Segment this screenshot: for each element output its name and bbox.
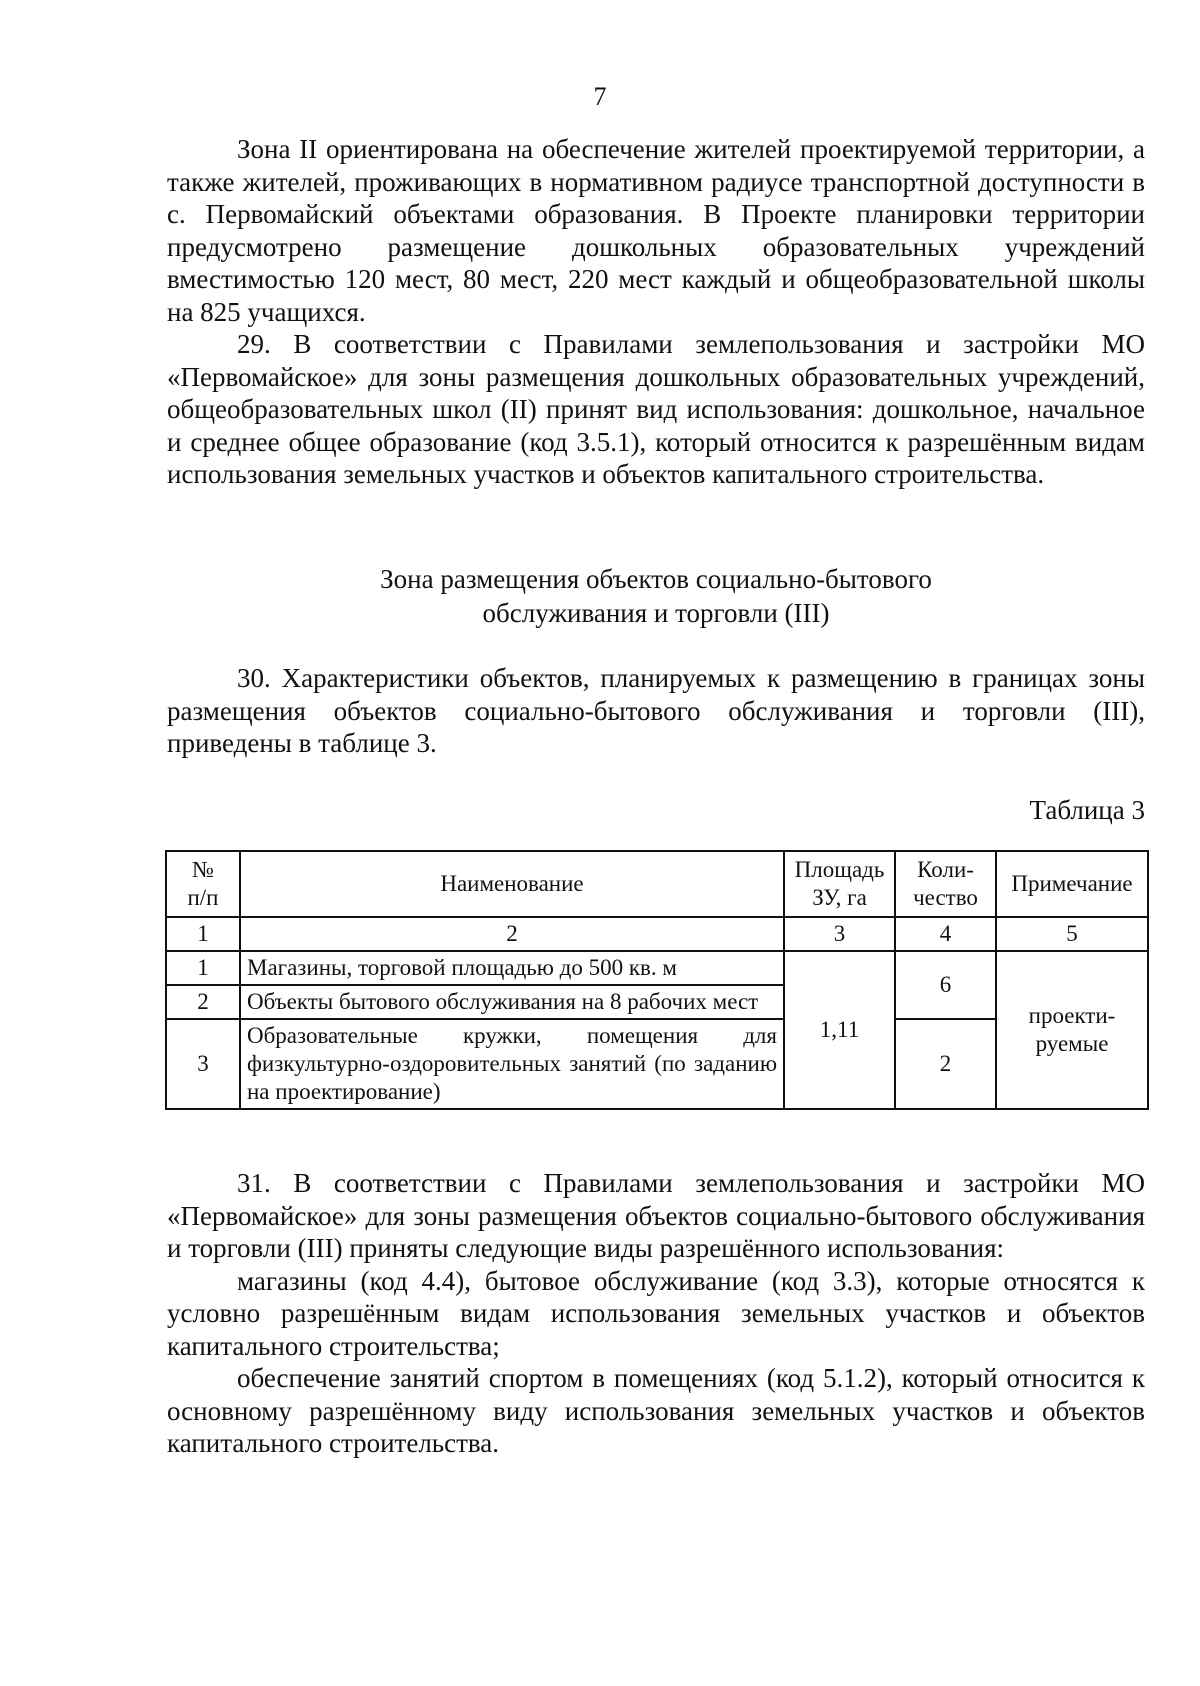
- quantity-rows-1-2: 6: [895, 951, 996, 1019]
- header-cell-note: Примечание: [996, 851, 1148, 917]
- row-3-number: 3: [166, 1019, 240, 1109]
- table-3-container: [165, 850, 1147, 1110]
- column-number-1: 1: [166, 917, 240, 951]
- row-2-name: Объекты бытового обслуживания на 8 рабочих мест: [240, 985, 784, 1019]
- table-row: [166, 951, 1148, 985]
- paragraph-31-shops: магазины (код 4.4), бытовое обслуживание (код 3.3), которые относятся к условно разрешённым видам использования земельных участков и объектов капитального строительства;: [167, 1265, 1145, 1361]
- table-header-row: [166, 851, 1148, 917]
- section-heading-line-1: Зона размещения объектов социально-бытового: [380, 564, 932, 594]
- column-number-3: 3: [784, 917, 895, 951]
- row-1-number: 1: [166, 951, 240, 985]
- area-merged-cell: 1,11: [784, 951, 895, 1109]
- section-heading-line-2: обслуживания и торговли (III): [482, 598, 830, 628]
- note-merged-cell: проекти- руемые: [996, 951, 1148, 1109]
- row-2-number: 2: [166, 985, 240, 1019]
- table-caption: Таблица 3: [1029, 795, 1145, 825]
- row-3-name: Образовательные кружки, помещения для физкультурно-оздоровительных занятий (по заданию на проектирование): [240, 1019, 784, 1109]
- table-3: [165, 850, 1149, 1110]
- paragraph-30-block: [167, 662, 1145, 760]
- intro-text-block: [167, 133, 1145, 491]
- row-1-name: Магазины, торговой площадью до 500 кв. м: [240, 951, 784, 985]
- paragraph-31: 31. В соответствии с Правилами землепользования и застройки МО «Первомайское» для зоны размещения объектов социально-бытового обслуживания и торговли (III) приняты следующие виды разрешённого использования:: [167, 1168, 1145, 1263]
- header-cell-name: Наименование: [240, 851, 784, 917]
- paragraph-zone-ii: Зона II ориентирована на обеспечение жителей проектируемой территории, а также жителей, проживающих в нормативном радиусе транспортной доступности в с. Первомайский объектами образования. В Проекте планировки территории предусмотрено размещение дошкольных образовательных учреждений вместимостью 120 мест, 80 мест, 220 мест каждый и общеобразовательной школы на 825 учащихся.: [167, 134, 1145, 327]
- paragraph-29: 29. В соответствии с Правилами землепользования и застройки МО «Первомайское» для зоны размещения дошкольных образовательных учреждений, общеобразовательных школ (II) принят вид использования: дошкольное, начальное и среднее общее образование (код 3.5.1), который относится к разрешённым видам использования земельных участков и объектов капитального строительства.: [167, 329, 1145, 489]
- table-column-number-row: [166, 917, 1148, 951]
- column-number-4: 4: [895, 917, 996, 951]
- section-heading: [167, 562, 1145, 630]
- quantity-row-3: 2: [895, 1019, 996, 1109]
- column-number-5: 5: [996, 917, 1148, 951]
- header-cell-quantity: Коли- чество: [895, 851, 996, 917]
- paragraph-31-sports: обеспечение занятий спортом в помещениях (код 5.1.2), который относится к основному разрешённому виду использования земельных участков и объектов капитального строительства.: [167, 1363, 1145, 1458]
- paragraph-31-block: [167, 1167, 1145, 1460]
- header-cell-area: Площадь ЗУ, га: [784, 851, 895, 917]
- paragraph-30: 30. Характеристики объектов, планируемых к размещению в границах зоны размещения объектов социально-бытового обслуживания и торговли (III), приведены в таблице 3.: [167, 663, 1145, 758]
- column-number-2: 2: [240, 917, 784, 951]
- page-number: 7: [593, 82, 607, 111]
- header-cell-number: № п/п: [166, 851, 240, 917]
